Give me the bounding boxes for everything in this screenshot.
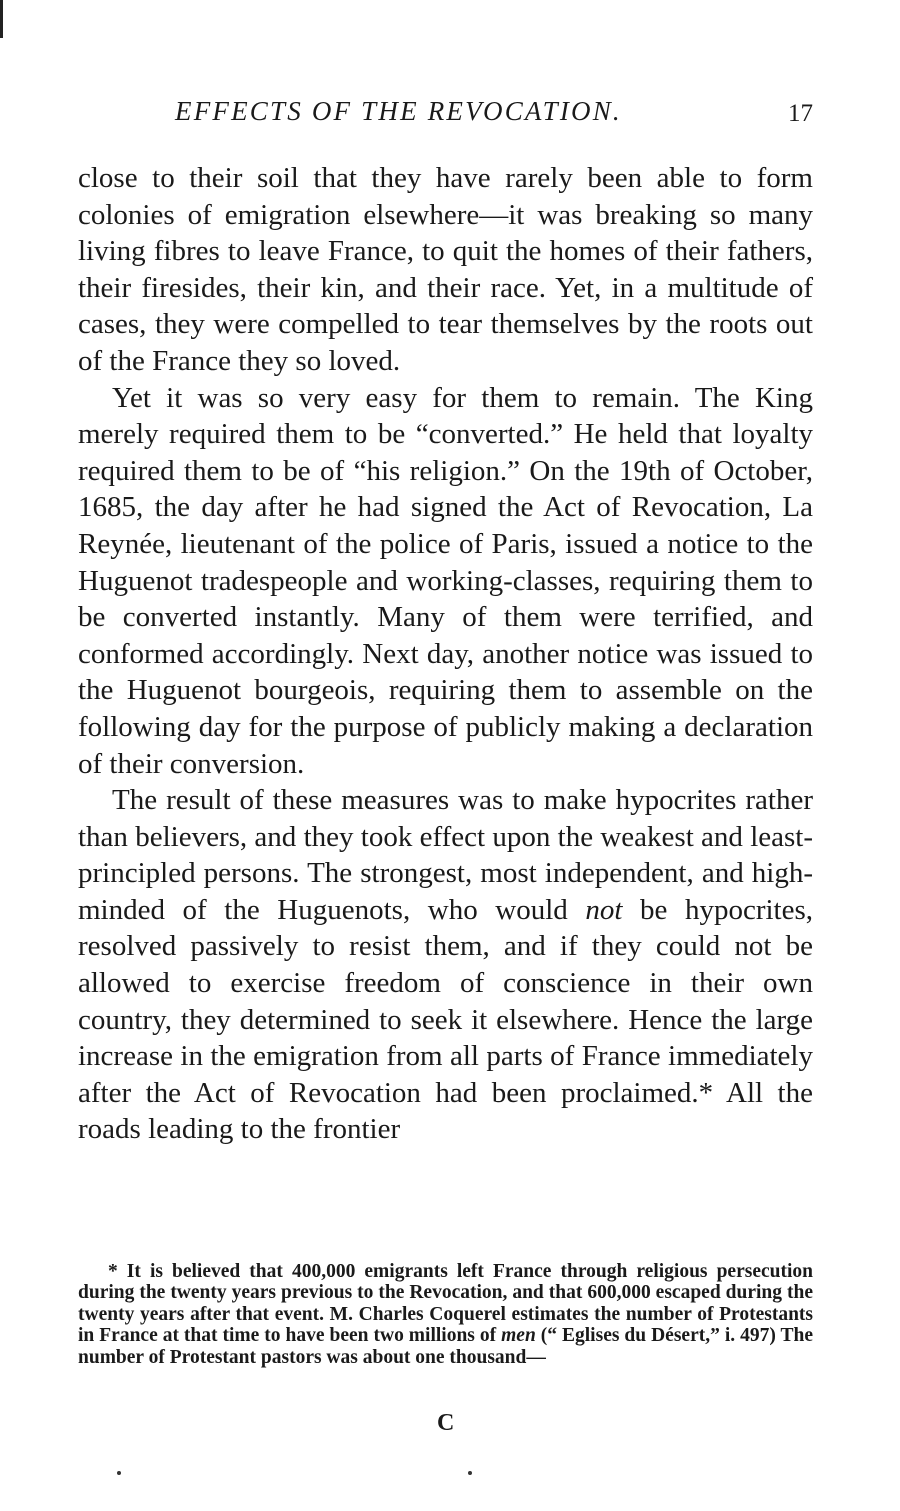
page-header <box>78 96 813 136</box>
signature-mark: C <box>437 1410 455 1436</box>
paragraph-3-part-2: be hypocrites, resolved passively to resist them, and if they could not be allowed to exercise freedom of conscience in their own country, they determined to seek it elsewhere. Hence the large increase in the emigration from all parts of France immediately after the Act of Revocation had been proclaimed.* All the roads leading to the frontier <box>78 893 814 1146</box>
footnote-part-2: (“ Eglises du Désert,” i. 497) The number of Protestant pastors was about one thousand— <box>78 1325 813 1368</box>
paragraph-3 <box>78 782 813 1148</box>
paragraph-2: Yet it was so very easy for them to remain. The King merely required them to be “converted.” He held that loyalty required them to be of “his religion.” On the 19th of October, 1685, the day after he had signed the Act of Revocation, La Reynée, lieutenant of the police of Paris, issued a notice to the Huguenot tradespeople and working-classes, requiring them to be converted instantly. Many of them were terrified, and conformed accordingly. Next day, another notice was issued to the Huguenot bourgeois, requiring them to assemble on the following day for the purpose of publicly making a declaration of their conversion. <box>78 381 813 780</box>
footnote-part-1: * It is believed that 400,000 emigrants left France through religious persecution during the twenty years previous to the Revocation, and that 600,000 escaped during the twenty years after that event. M. Charles Coquerel estimates the number of Protestants in France at that time to have been two millions of <box>78 1261 813 1347</box>
print-speck <box>117 1471 121 1475</box>
paragraph-1: close to their soil that they have rarely been able to form colonies of emigration elsewhere—it was breaking so many living fibres to leave France, to quit the homes of their fathers, their firesides, their kin, and their race. Yet, in a multitude of cases, they were compelled to tear themselves by the roots out of the France they so loved. <box>78 162 813 377</box>
paragraph-3-emphasis: not <box>585 893 623 926</box>
print-speck <box>468 1471 472 1475</box>
footnote-emphasis: men <box>501 1325 536 1347</box>
body-text <box>78 160 813 1148</box>
footnote <box>78 1261 813 1368</box>
page-edge-mark <box>0 0 3 38</box>
paragraph-3-part-1: The result of these measures was to make hypocrites rather than believers, and they took effect upon the weakest and least-principled persons. The strongest, most independent, and high-minded of the Huguenots, who would <box>78 784 813 926</box>
page-number: 17 <box>788 100 813 127</box>
running-head: EFFECTS OF THE REVOCATION. <box>175 96 622 126</box>
